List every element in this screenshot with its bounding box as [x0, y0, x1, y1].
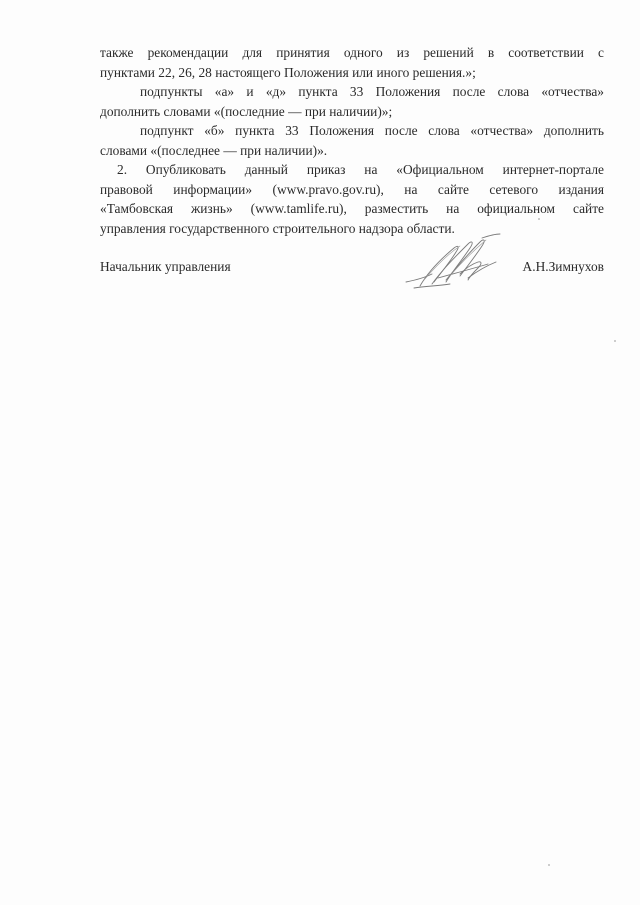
scan-speck: [614, 340, 616, 342]
paragraph-1-line-1: также рекомендации для принятия одного из решений в соответствии с: [100, 45, 604, 60]
paragraph-3-line-1: подпункт «б» пункта 33 Положения после слова «отчества» дополнить: [140, 123, 604, 138]
paragraph-1-line-2: пунктами 22, 26, 28 настоящего Положения или иного решения.»;: [100, 64, 476, 80]
paragraph-4-line-3: «Тамбовская жизнь» (www.tamlife.ru), разместить на официальном сайте: [100, 201, 604, 216]
paragraph-3-line-2: словами «(последнее — при наличии)».: [100, 142, 328, 158]
paragraph-4-line-4: управления государственного строительного надзора области.: [100, 220, 455, 236]
document-body: [100, 43, 604, 238]
paragraph-4-line-1: 2. Опубликовать данный приказ на «Официальном интернет-портале: [117, 162, 604, 177]
scan-speck: [538, 218, 540, 220]
handwritten-signature: [402, 228, 522, 294]
paragraph-4-line-2: правовой информации» (www.pravo.gov.ru), на сайте сетевого издания: [100, 181, 604, 197]
signatory-title: Начальник управления: [100, 259, 231, 274]
paragraph-2-line-2: дополнить словами «(последние — при наличии)»;: [100, 103, 393, 119]
paragraph-2-line-1: подпункты «а» и «д» пункта 33 Положения после слова «отчества»: [140, 84, 604, 99]
signatory-name: А.Н.Зимнухов: [522, 259, 604, 274]
scan-speck: [548, 864, 550, 866]
